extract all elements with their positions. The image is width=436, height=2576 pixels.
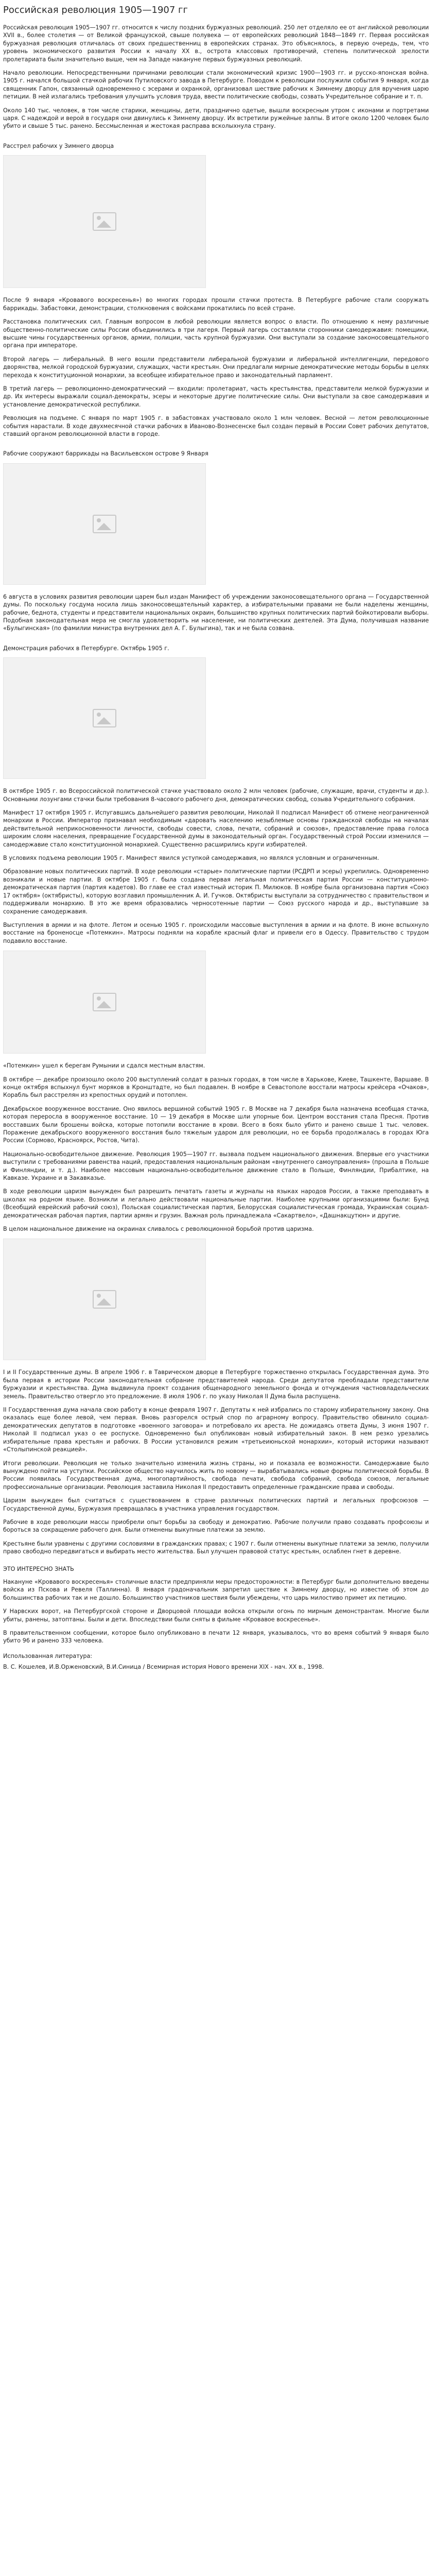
paragraph: В правительственном сообщении, которое было опубликовано в печати 12 января, указывалось, что во время событий 9 января было убито 96 и ранено 333 человека. (3, 1630, 429, 1645)
section-header-interesting: ЭТО ИНТЕРЕСНО ЗНАТЬ (3, 1565, 74, 1572)
image-caption: Рабочие сооружают баррикады на Васильевском острове 9 Января (3, 450, 208, 457)
paragraph: После 9 января «Кровавого воскресенья») во многих городах прошли стачки протеста. В Петербурге рабочие стали сооружать баррикады. Забастовки, демонстрации, столкновения с войсками прокатились по всей стране. (3, 297, 429, 312)
paragraph: II Государственная дума начала свою работу в конце февраля 1907 г. Депутаты к ней избрались по старому избирательному закону. Она оказалась еще более левой, чем первая. Вновь разгорелся острый спор по аграрному вопросу. Правительство обвинило социал-демократических депутатов в подготовке «военного заговора» и потребовало их ареста. Не дожидаясь ответа Думы, 3 июня 1907 г. Николай II подписал указ о ее роспуске. Одновременно был опубликован новый избирательный закон. В нем резко урезались избирательные права крестьян и рабочих. В России установился режим «третьеиюньской монархии», который историки называют «Столыпинской реакцией». (3, 1406, 429, 1453)
paragraph: В целом национальное движение на окраинах сливалось с революционной борьбой против царизма. (3, 1226, 314, 1233)
paragraph: «Потемкин» ушел к берегам Румынии и сдался местным властям. (3, 1062, 205, 1070)
paragraph: Российская революция 1905—1907 гг. относится к числу поздних буржуазных революций. 250 лет отделяло ее от английской революции XVII в., более столетия — от Великой французской, свыше полувека — от европейских революций 1848—1849 гг. Первая российская буржуазная революция отличалась от своих предшественниц в европейских странах. Это объяснялось, в первую очередь, тем, что уровень экономического развития России к началу XX в., острота классовых противоречий, степень политической зрелости пролетариата были значительно выше, чем на Западе накануне первых буржуазных революций. (3, 24, 429, 63)
image-placeholder-icon (93, 709, 116, 727)
image-caption: Демонстрация рабочих в Петербурге. Октябрь 1905 г. (3, 645, 169, 652)
image-placeholder-icon (93, 993, 116, 1011)
paragraph: Итоги революции. Революция не только значительно изменила жизнь страны, но и показала ее возможности. Самодержавие было вынуждено пойти на уступки. Российское общество научилось жить по новому — вырабатывались новые формы политической борьбы. В России появилась Государственная дума, многопартийность, свобода печати, свобода собраний, свобода союзов, легальные профессиональные организации. Революция заставила Николая II предоставить определенные гражданские права и свободы. (3, 1460, 429, 1490)
page-title: Российская революция 1905—1907 гг (3, 5, 188, 15)
paragraph: Царизм вынужден был считаться с существованием в стране различных политических партий и легальных профсоюзов — Государственной думы, Буржуазия превращалась в участника управления государством. (3, 1497, 429, 1512)
paragraph: В условиях подъема революции 1905 г. Манифест явился уступкой самодержавия, но являлся условным и ограниченным. (3, 855, 379, 862)
paragraph: У Нарвских ворот, на Петербургской стороне и Дворцовой площади войска открыли огонь по мирным демонстрантам. Многие были убиты, ранены, затоптаны. Были и дети. Впоследствии были сняты в фильме «Кровавое воскресенье». (3, 1608, 429, 1623)
image-placeholder-icon (93, 212, 116, 231)
paragraph: Национально-освободительное движение. Революция 1905—1907 гг. вызвала подъем национального движения. Впервые его участники выступили с требованиями равенства наций, предоставления национальным районам «внутреннего самоуправления» (прошла в Польше и Финляндии, и т. д.). Наиболее массовым национально-освободительное движение стало в Польше, Финляндии, Прибалтике, на Кавказе. Украине и в Закавказье. (3, 1150, 429, 1181)
paragraph: Около 140 тыс. человек, в том числе старики, женщины, дети, празднично одетые, вышли воскресным утром с иконами и портретами царя. С надеждой и верой в государя они двинулись к Зимнему дворцу. Их встретили ружейные залпы. В итоге около 1200 человек было убито и свыше 5 тыс. ранено. Бессмысленная и жестокая расправа всколыхнула страну. (3, 107, 429, 130)
paragraph: Рабочие в ходе революции массы приобрели опыт борьбы за свободу и демократию. Рабочие получили право создавать профсоюзы и бороться за сокращение рабочего дня. Были отменены выкупные платежи за землю. (3, 1518, 429, 1534)
image-barricades (3, 463, 206, 585)
paragraph: Второй лагерь — либеральный. В него вошли представители либеральной буржуазии и либеральной интеллигенции, передового дворянства, мелкой городской буржуазии, служащих, части крестьян. Они предлагали мирные демократические методы борьбы в целях перехода к конституционной монархии, за всеобщее избирательное право и законодательный парламент. (3, 355, 429, 379)
spacer (3, 136, 429, 142)
paragraph: Революция на подъеме. С января по март 1905 г. в забастовках участвовало около 1 млн человек. Весной — летом революционные события нарастали. В ходе двухмесячной стачки рабочих в Иваново-Вознесенске был создан первый в России Совет рабочих депутатов, ставший органом революционной власти в городе. (3, 415, 429, 437)
paragraph: В октябре 1905 г. во Всероссийской политической стачке участвовало около 2 млн человек (рабочие, служащие, врачи, студенты и др.). Основными лозунгами стачки были требования 8-часового рабочего дня, демократических свобод, созыва Учредительного собрания. (3, 788, 429, 803)
image-placeholder-icon (93, 1290, 116, 1309)
bibliography (3, 1652, 429, 1671)
paragraph: Расстановка политических сил. Главным вопросом в любой революции является вопрос о власти. По отношению к нему различные общественно-политические силы России объединились в три лагеря. Первый лагерь составляли сторонники самодержавия: помещики, высшие чины государственных органов, армии, полиции, часть крупной буржуазии. Они выступали за создание законосовещательного органа при императоре. (3, 318, 429, 349)
bibliography-header: Использованная литература: (3, 1652, 93, 1659)
image-caption: Расстрел рабочих у Зимнего дворца (3, 142, 114, 149)
image-potemkin (3, 951, 206, 1054)
bibliography-item: В. С. Кошелев, И.В.Орженовский, В.И.Синица / Всемирная история Нового времени XIX - нач. XX в., 1998. (3, 1664, 324, 1671)
paragraph: Манифест 17 октября 1905 г. Испугавшись дальнейшего развития революции, Николай II подписал Манифест об отмене неограниченной монархии в России. Император признавал необходимым «даровать населению незыблемые основы гражданской свободы на началах действительной неприкосновенности личности, свободы совести, слова, печати, собраний и союзов», предоставление права голоса широким слоям населения, превращение Государственной думы в законодательный орган. Государственный строй России изменился — самодержавие стало конституционной монархией. Существенно расширились круги избирателей. (3, 809, 429, 848)
paragraph: Начало революции. Непосредственными причинами революции стали экономический кризис 1900—1903 гг. и русско-японская война. 1905 г. начался большой стачкой рабочих Путиловского завода в Петербурге. Поводом к революции послужили события 9 января, когда священник Гапон, связанный одновременно с эсерами и охранкой, организовал шествие рабочих к Зимнему дворцу для вручения царю петиции. В ней излагались требования улучшить условия труда, ввести политические свободы, созвать Учредительное собрание и т. п. (3, 70, 429, 100)
paragraph: В ходе революции царизм вынужден был разрешить печатать газеты и журналы на языках народов России, а также преподавать в школах на родном языке. Возникли и легально действовали национальные партии. Наиболее крупными организациями были: Бунд (Всеобщий еврейский рабочий союз), Польская социалистическая партия, Белорусская социалистическая громада, Украинская социал-демократическая рабочая партия, партии армян и грузин. Важная роль принадлежала «Сакартвело», «Дашнакцутюн» и другие. (3, 1188, 429, 1219)
paragraph: Декабрьское вооруженное восстание. Оно явилось вершиной событий 1905 г. В Москве на 7 декабря была назначена всеобщая стачка, которая переросла в вооруженное восстание. 10 — 19 декабря в Москве шли упорные бои. Центром восстания стала Пресня. Против восставших были брошены войска, которые потопили восстание в крови. Всего в боях было убито и ранено свыше 1 тыс. человек. Поражение декабрьского вооруженного восстания было тяжелым ударом для революции, но ее борьба продолжалась в городах Юга России (Сормово, Красноярск, Ростов, Чита). (3, 1105, 429, 1144)
paragraph: Образование новых политических партий. В ходе революции «старые» политические партии (РСДРП и эсеры) укрепились. Одновременно возникали и новые партии. В октябре 1905 г. была создана первая легальная политическая партия России — конституционно-демократическая партия (партия кадетов). Во главе ее стал известный историк П. Милюков. В ноябре была организована партия «Союз 17 октября» (октябристы), которую возглавил промышленник А. И. Гучков. Октябристы выступали за сотрудничество с правительством и поддерживали монархию. В это же время образовались черносотенные партии — Союз русского народа и др., выступавшие за сохранение самодержавия. (3, 868, 429, 915)
spacer (3, 444, 429, 450)
paragraph: Крестьяне были уравнены с другими сословиями в гражданских правах; с 1907 г. были отменены выкупные платежи за землю, получили право свободно передвигаться и выбирать место жительства. Был улучшен правовой статус крестьян, ослаблен гнет в деревне. (3, 1540, 429, 1555)
paragraph: Накануне «Кровавого воскресенья» столичные власти предприняли меры предосторожности: в Петербург были дополнительно введены войска из Пскова и Ревеля (Таллинна). 8 января градоначальник запретил шествие к Зимнему дворцу, но известие об этом до большинства рабочих так и не дошло. Большинство участников шествия были убеждены, что царь милостиво примет их петицию. (3, 1578, 429, 1601)
paragraph: 6 августа в условиях развития революции царем был издан Манифест об учреждении законосовещательного органа — Государственной думы. По поскольку госдума носила лишь законосовещательный характер, а избирательными правами не были наделены женщины, рабочие, беднота, студенты и представители национальных окраин, большинство крупных политических партий бойкотировали выборы. Подобная законодательная мера не смогла удовлетворить ни население, ни политических деятелей. Эта Дума, получившая название «Булыгинская» (по фамилии министра внутренних дел А. Г. Булыгина), так и не была созвана. (3, 593, 429, 632)
paragraph: В третий лагерь — революционно-демократический — входили: пролетариат, часть крестьянства, представители мелкой буржуазии и др. Их интересы выражали социал-демократы, эсеры и некоторые другие политические силы. Они выступали за свое самодержавия и установление демократической республики. (3, 385, 429, 408)
image-duma (3, 1239, 206, 1360)
image-demonstration (3, 657, 206, 779)
spacer (3, 638, 429, 645)
image-placeholder-icon (93, 515, 116, 533)
paragraph: Выступления в армии и на флоте. Летом и осенью 1905 г. происходили массовые выступления в армии и на флоте. В июне вспыхнуло восстание на броненосце «Потемкин». Матросы подняли на корабле красный флаг и привели его в Одессу. Правительство с трудом подавило восстание. (3, 921, 429, 944)
paragraph: В октябре — декабре произошло около 200 выступлений солдат в разных городах, в том числе в Харькове, Киеве, Ташкенте, Варшаве. В конце октября вспыхнул бунт моряков в Кронштадте, но был подавлен. В ноябре в Севастополе восстали матросы крейсера «Очаков», Корабль был расстрелян из крепостных орудий и потоплен. (3, 1076, 429, 1099)
image-winter-palace-shooting (3, 155, 206, 288)
paragraph: I и II Государственные думы. В апреле 1906 г. в Таврическом дворце в Петербурге торжественно открылась Государственная дума. Это была первая в истории России законодательная собрание представителей народа. Среди депутатов преобладали представители буржуазии и крестьянства. Дума выдвинула проект создания общенародного земельного фонда и отчуждения частновладельческих земель. Правительство отвергло это предложение. 8 июля 1906 г. по указу Николая II Дума была распущена. (3, 1369, 429, 1400)
